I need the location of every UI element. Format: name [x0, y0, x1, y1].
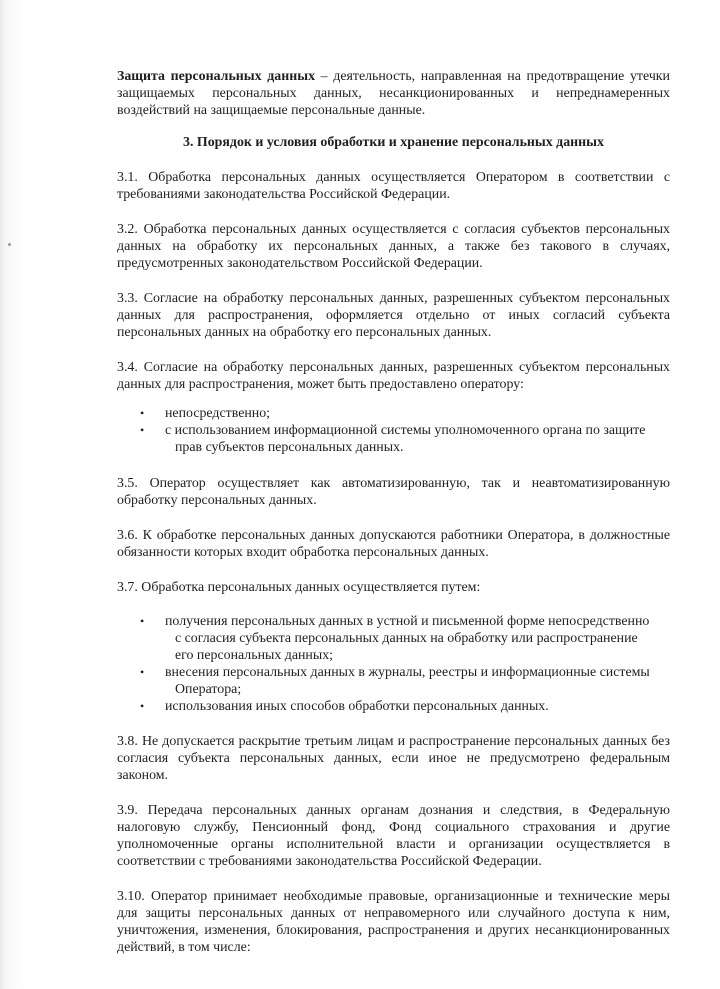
list-item-text: внесения персональных данных в журналы, реестры и информационные системы [165, 665, 650, 680]
bullet-icon: • [140, 699, 145, 713]
bullet-icon: • [140, 406, 145, 420]
section-heading: 3. Порядок и условия обработки и хранение персональных данных [183, 135, 604, 150]
list-item-text: с использованием информационной системы уполномоченного органа по защите [165, 423, 646, 438]
definition-dash: – [315, 69, 334, 84]
paragraph-3-9: 3.9. Передача персональных данных органам дознания и следствия, в Федеральную налоговую службу, Пенсионный фонд, Фонд социального страхования и другие уполномоченные органы исполнительной власти и организации осуществляется в соответствии с требованиями законодательства Российской Федерации. [117, 803, 670, 869]
definition-term: Защита персональных данных [117, 69, 316, 84]
intro-definition [117, 68, 670, 119]
list-item-text: использования иных способов обработки персональных данных. [165, 699, 549, 714]
scan-speck [8, 243, 11, 246]
paragraph-3-1: 3.1. Обработка персональных данных осуществляется Оператором в соответствии с требованиями законодательства Российской Федерации. [117, 170, 670, 202]
list-item-text: получения персональных данных в устной и письменной форме непосредственно [165, 614, 650, 629]
paragraph-3-6: 3.6. К обработке персональных данных допускаются работники Оператора, в должностные обязанности которых входит обработка персональных данных. [117, 528, 670, 560]
list-3-7 [117, 613, 670, 715]
document-body [117, 68, 670, 956]
list-item-continuation: его персональных данных; [175, 648, 333, 663]
list-item [117, 698, 670, 715]
bullet-icon: • [140, 665, 145, 679]
list-item-continuation: с согласия субъекта персональных данных на обработку или распространение [175, 631, 638, 646]
definition-text: деятельность, направленная на предотвращение утечки защищаемых персональных данных, несанкционированных и непреднамеренных воздействий на защищаемые персональные данные. [117, 69, 670, 118]
list-item [117, 664, 670, 698]
list-item [117, 422, 670, 456]
paragraph-3-10: 3.10. Оператор принимает необходимые правовые, организационные и технические меры для защиты персональных данных от неправомерного или случайного доступа к ним, уничтожения, изменения, блокирования, распространения и других несанкционированных действий, в том числе: [117, 889, 670, 955]
paragraph-3-2: 3.2. Обработка персональных данных осуществляется с согласия субъектов персональных данных на обработку их персональных данных, а также без такового в случаях, предусмотренных законодательством Российской Федерации. [117, 222, 670, 271]
list-item [117, 405, 670, 422]
paragraph-3-3: 3.3. Согласие на обработку персональных данных, разрешенных субъектом персональных данных для распространения, оформляется отдельно от иных согласий субъекта персональных данных на обработку его персональных данных. [117, 291, 670, 340]
list-3-4 [117, 405, 670, 456]
list-item-continuation: прав субъектов персональных данных. [175, 440, 404, 455]
paragraph-3-4: 3.4. Согласие на обработку персональных данных, разрешенных субъектом персональных данных для распространения, может быть предоставлено оператору: [117, 360, 670, 392]
list-item [117, 613, 670, 664]
paragraph-3-8: 3.8. Не допускается раскрытие третьим лицам и распространение персональных данных без согласия субъекта персональных данных, если иное не предусмотрено федеральным законом. [117, 734, 670, 783]
list-item-continuation: Оператора; [175, 682, 242, 697]
list-item-text: непосредственно; [165, 406, 271, 421]
paragraph-3-5: 3.5. Оператор осуществляет как автоматизированную, так и неавтоматизированную обработку персональных данных. [117, 476, 670, 508]
bullet-icon: • [140, 614, 145, 628]
bullet-icon: • [140, 423, 145, 437]
paragraph-3-7: 3.7. Обработка персональных данных осуществляется путем: [117, 580, 481, 595]
